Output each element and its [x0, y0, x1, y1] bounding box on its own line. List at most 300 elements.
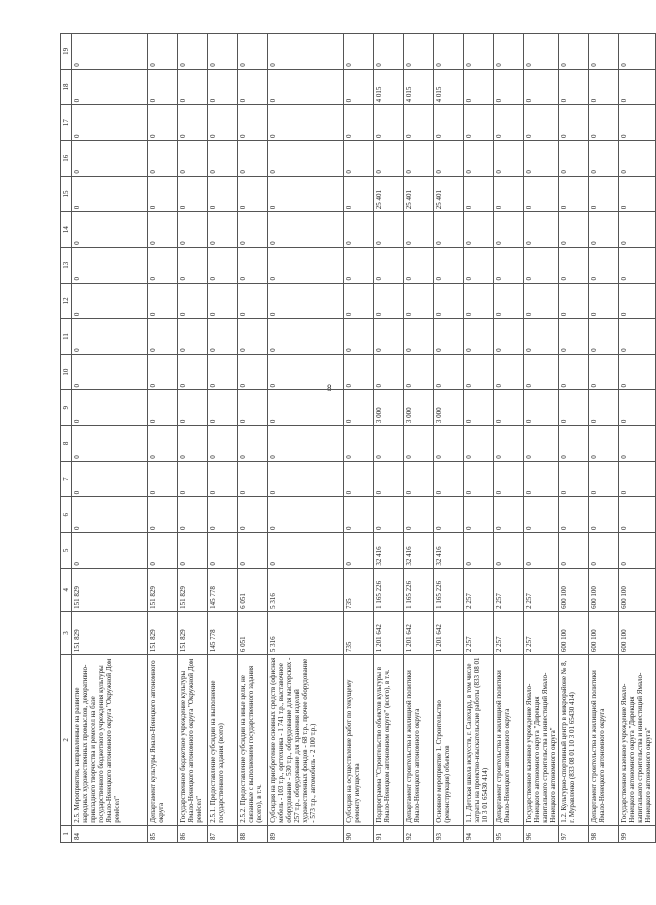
- value-cell: 0: [148, 497, 178, 533]
- value-cell: 0: [589, 461, 619, 497]
- value-cell: 0: [494, 212, 524, 248]
- value-cell: 0: [524, 34, 559, 70]
- value-cell: 0: [559, 390, 589, 426]
- value-cell: 0: [208, 497, 238, 533]
- row-description: 2.5. Мероприятия, направленные на развитие народных художественных промыслов, декоративно-прикладного творчества и ремесел на базе государственного бюджетного учреждения культуры Ямало-Ненецкого автономного округа "Окружной Дом ремёсел": [72, 655, 148, 826]
- row-description: Основное мероприятие 1. Строительство (реконструкция) объектов: [434, 655, 464, 826]
- value-cell: 1 201 642: [404, 611, 434, 654]
- value-cell: 0: [464, 319, 494, 355]
- value-cell: 0: [238, 390, 268, 426]
- value-cell: 0: [494, 176, 524, 212]
- value-cell: 0: [524, 69, 559, 105]
- table-row: [559, 34, 589, 843]
- value-cell: 0: [72, 140, 148, 176]
- value-cell: 0: [494, 354, 524, 390]
- value-cell: 0: [72, 354, 148, 390]
- row-description: Государственное бюджетное учреждение культуры Ямало-Ненецкого автономного округа "Окружной Дом ремёсел": [178, 655, 208, 826]
- value-cell: 0: [619, 354, 656, 390]
- row-description: Департамент строительства и жилищной политики Ямало-Ненецкого автономного округа: [589, 655, 619, 826]
- value-cell: 0: [238, 69, 268, 105]
- value-cell: 0: [208, 34, 238, 70]
- column-number: 17: [61, 105, 72, 141]
- value-cell: 145 778: [208, 611, 238, 654]
- value-cell: 0: [464, 34, 494, 70]
- value-cell: 0: [589, 247, 619, 283]
- value-cell: 25 401: [374, 176, 404, 212]
- value-cell: 0: [178, 105, 208, 141]
- row-description: Государственное казенное учреждение Ямало-Ненецкого автономного округа "Дирекция капитального строительства и инвестиций Ямало-Ненецкого автономного округа": [524, 655, 559, 826]
- value-cell: 0: [434, 461, 464, 497]
- value-cell: 0: [464, 354, 494, 390]
- value-cell: 0: [238, 533, 268, 569]
- value-cell: 0: [72, 247, 148, 283]
- value-cell: 0: [524, 461, 559, 497]
- column-number: 19: [61, 34, 72, 70]
- value-cell: 2 257: [494, 568, 524, 611]
- value-cell: 0: [464, 140, 494, 176]
- value-cell: 0: [589, 69, 619, 105]
- value-cell: 0: [559, 105, 589, 141]
- value-cell: 151 829: [148, 568, 178, 611]
- value-cell: 0: [148, 247, 178, 283]
- value-cell: 0: [524, 426, 559, 462]
- value-cell: 0: [238, 461, 268, 497]
- value-cell: 0: [374, 247, 404, 283]
- column-number: 7: [61, 461, 72, 497]
- table-row: [524, 34, 559, 843]
- row-description: 1.1. Детская школа искусств, г. Салехард, в том числе затраты на проектно-изыскательские работы (833 08 01 10 3 01 65430 414): [464, 655, 494, 826]
- row-number: 87: [208, 825, 238, 842]
- value-cell: 25 401: [404, 176, 434, 212]
- value-cell: 0: [434, 247, 464, 283]
- value-cell: 0: [268, 283, 344, 319]
- value-cell: 0: [434, 34, 464, 70]
- value-cell: 0: [494, 426, 524, 462]
- column-number: 6: [61, 497, 72, 533]
- value-cell: 0: [589, 390, 619, 426]
- value-cell: 600 100: [619, 568, 656, 611]
- row-number: 86: [178, 825, 208, 842]
- column-number: 9: [61, 390, 72, 426]
- value-cell: 0: [589, 426, 619, 462]
- column-number: 5: [61, 533, 72, 569]
- value-cell: 4 015: [374, 69, 404, 105]
- row-number: 89: [268, 825, 344, 842]
- table-row: [208, 34, 238, 843]
- table-row: [344, 34, 374, 843]
- column-number: 3: [61, 611, 72, 654]
- value-cell: 0: [494, 319, 524, 355]
- value-cell: 0: [619, 283, 656, 319]
- value-cell: 0: [72, 426, 148, 462]
- value-cell: 32 416: [374, 533, 404, 569]
- value-cell: 0: [494, 461, 524, 497]
- column-number: 13: [61, 247, 72, 283]
- rotated-table-container: [60, 33, 652, 843]
- value-cell: 0: [344, 461, 374, 497]
- value-cell: 0: [619, 497, 656, 533]
- value-cell: 145 778: [208, 568, 238, 611]
- value-cell: 3 000: [434, 390, 464, 426]
- value-cell: 0: [148, 212, 178, 248]
- value-cell: 0: [559, 283, 589, 319]
- value-cell: 2 257: [524, 611, 559, 654]
- value-cell: 0: [374, 426, 404, 462]
- value-cell: 151 829: [72, 568, 148, 611]
- row-number: 91: [374, 825, 404, 842]
- value-cell: 0: [344, 69, 374, 105]
- row-number: 88: [238, 825, 268, 842]
- value-cell: 0: [238, 319, 268, 355]
- value-cell: 0: [268, 247, 344, 283]
- row-number: 96: [524, 825, 559, 842]
- value-cell: 0: [374, 461, 404, 497]
- row-description: Департамент культуры Ямало-Ненецкого автономного округа: [148, 655, 178, 826]
- value-cell: 0: [619, 533, 656, 569]
- value-cell: 0: [589, 140, 619, 176]
- value-cell: 0: [619, 176, 656, 212]
- value-cell: 0: [72, 69, 148, 105]
- value-cell: 0: [464, 533, 494, 569]
- value-cell: 0: [148, 176, 178, 212]
- value-cell: 0: [434, 140, 464, 176]
- budget-table: [60, 33, 656, 843]
- row-number: 84: [72, 825, 148, 842]
- value-cell: 0: [72, 461, 148, 497]
- value-cell: 0: [619, 212, 656, 248]
- value-cell: 0: [148, 533, 178, 569]
- value-cell: 0: [178, 426, 208, 462]
- value-cell: 0: [494, 533, 524, 569]
- value-cell: 0: [559, 247, 589, 283]
- value-cell: 2 257: [494, 611, 524, 654]
- value-cell: 0: [344, 176, 374, 212]
- column-number: 1: [61, 825, 72, 842]
- value-cell: 0: [434, 354, 464, 390]
- value-cell: 0: [72, 176, 148, 212]
- value-cell: 0: [238, 140, 268, 176]
- column-number: 12: [61, 283, 72, 319]
- value-cell: 151 829: [148, 611, 178, 654]
- value-cell: 0: [524, 247, 559, 283]
- value-cell: 0: [238, 34, 268, 70]
- table-row: [404, 34, 434, 843]
- value-cell: 0: [374, 354, 404, 390]
- value-cell: 0: [344, 247, 374, 283]
- value-cell: 0: [374, 212, 404, 248]
- value-cell: 0: [464, 497, 494, 533]
- row-description: Субсидия на осуществление работ по текущему ремонту имущества: [344, 655, 374, 826]
- value-cell: 151 829: [178, 568, 208, 611]
- value-cell: 0: [72, 105, 148, 141]
- value-cell: 0: [344, 497, 374, 533]
- value-cell: 0: [524, 212, 559, 248]
- value-cell: 0: [524, 176, 559, 212]
- value-cell: 0: [589, 533, 619, 569]
- column-number: 10: [61, 354, 72, 390]
- value-cell: 0: [494, 105, 524, 141]
- value-cell: 0: [619, 319, 656, 355]
- value-cell: 0: [464, 69, 494, 105]
- column-number: 4: [61, 568, 72, 611]
- value-cell: 0: [208, 212, 238, 248]
- value-cell: 0: [619, 69, 656, 105]
- value-cell: 0: [619, 140, 656, 176]
- value-cell: 1 165 226: [434, 568, 464, 611]
- value-cell: 0: [374, 105, 404, 141]
- value-cell: 0: [464, 247, 494, 283]
- value-cell: 0: [589, 283, 619, 319]
- row-description: 2.5.1. Предоставление субсидии на выполнение государственного задания (всего): [208, 655, 238, 826]
- value-cell: 151 829: [178, 611, 208, 654]
- row-description: 2.5.2. Предоставление субсидии на иные цели, не связанные с выполнением государственного задания (всего), в т.ч.: [238, 655, 268, 826]
- value-cell: 0: [148, 390, 178, 426]
- value-cell: 0: [208, 105, 238, 141]
- value-cell: 2 257: [464, 611, 494, 654]
- value-cell: 0: [238, 354, 268, 390]
- column-number: 16: [61, 140, 72, 176]
- value-cell: 0: [148, 354, 178, 390]
- value-cell: 0: [589, 105, 619, 141]
- value-cell: 0: [434, 319, 464, 355]
- value-cell: 600 100: [589, 611, 619, 654]
- value-cell: 0: [72, 212, 148, 248]
- value-cell: 0: [524, 497, 559, 533]
- value-cell: 0: [589, 354, 619, 390]
- value-cell: 4 015: [434, 69, 464, 105]
- value-cell: 0: [404, 354, 434, 390]
- table-row: [148, 34, 178, 843]
- value-cell: 0: [344, 140, 374, 176]
- value-cell: 0: [344, 426, 374, 462]
- value-cell: 0: [344, 105, 374, 141]
- value-cell: 0: [464, 283, 494, 319]
- value-cell: 0: [208, 461, 238, 497]
- table-row: [464, 34, 494, 843]
- value-cell: 0: [524, 283, 559, 319]
- value-cell: 0: [589, 34, 619, 70]
- value-cell: 0: [178, 69, 208, 105]
- value-cell: 0: [268, 34, 344, 70]
- value-cell: 0: [464, 426, 494, 462]
- value-cell: 0: [208, 390, 238, 426]
- value-cell: 600 100: [559, 568, 589, 611]
- value-cell: 0: [374, 497, 404, 533]
- value-cell: 0: [268, 176, 344, 212]
- row-number: 93: [434, 825, 464, 842]
- value-cell: 0: [619, 247, 656, 283]
- value-cell: 0: [589, 319, 619, 355]
- value-cell: 0: [72, 533, 148, 569]
- value-cell: 0: [178, 319, 208, 355]
- table-row: [589, 34, 619, 843]
- value-cell: 5 316: [268, 568, 344, 611]
- value-cell: 0: [619, 426, 656, 462]
- table-row: [619, 34, 656, 843]
- value-cell: 0: [238, 212, 268, 248]
- value-cell: 0: [178, 140, 208, 176]
- value-cell: 0: [434, 497, 464, 533]
- value-cell: 0: [524, 354, 559, 390]
- table-row: [238, 34, 268, 843]
- value-cell: 600 100: [559, 611, 589, 654]
- value-cell: 0: [404, 247, 434, 283]
- value-cell: 0: [268, 319, 344, 355]
- value-cell: 0: [374, 34, 404, 70]
- header-row: [61, 34, 72, 843]
- value-cell: 4 015: [404, 69, 434, 105]
- value-cell: 0: [178, 247, 208, 283]
- value-cell: 1 165 226: [404, 568, 434, 611]
- row-number: 99: [619, 825, 656, 842]
- value-cell: 0: [559, 176, 589, 212]
- value-cell: 0: [238, 105, 268, 141]
- value-cell: 0: [494, 69, 524, 105]
- value-cell: 0: [344, 354, 374, 390]
- row-description: Департамент строительства и жилищной политики Ямало-Ненецкого автономного округа: [404, 655, 434, 826]
- value-cell: 0: [559, 69, 589, 105]
- value-cell: 0: [238, 497, 268, 533]
- row-number: 98: [589, 825, 619, 842]
- value-cell: 3 000: [404, 390, 434, 426]
- value-cell: 5 316: [268, 611, 344, 654]
- value-cell: 0: [619, 390, 656, 426]
- row-number: 85: [148, 825, 178, 842]
- value-cell: 0: [434, 283, 464, 319]
- value-cell: 0: [374, 140, 404, 176]
- value-cell: 0: [178, 461, 208, 497]
- value-cell: 0: [148, 283, 178, 319]
- value-cell: 0: [268, 105, 344, 141]
- value-cell: 0: [178, 34, 208, 70]
- value-cell: 0: [178, 497, 208, 533]
- value-cell: 0: [238, 176, 268, 212]
- value-cell: 0: [464, 212, 494, 248]
- value-cell: 0: [178, 176, 208, 212]
- value-cell: 0: [404, 140, 434, 176]
- value-cell: 0: [559, 34, 589, 70]
- value-cell: 0: [238, 283, 268, 319]
- value-cell: 0: [404, 283, 434, 319]
- row-description: Подпрограмма "Строительство объектов культуры в Ямало-Ненецком автономном округе" (всего), в т.ч.: [374, 655, 404, 826]
- value-cell: 0: [524, 105, 559, 141]
- value-cell: 0: [589, 497, 619, 533]
- value-cell: 0: [464, 176, 494, 212]
- value-cell: 32 416: [434, 533, 464, 569]
- page-number: 8: [327, 383, 332, 393]
- value-cell: 0: [344, 319, 374, 355]
- value-cell: 0: [434, 212, 464, 248]
- value-cell: 2 257: [524, 568, 559, 611]
- row-number: 95: [494, 825, 524, 842]
- value-cell: 0: [559, 533, 589, 569]
- value-cell: 0: [524, 390, 559, 426]
- value-cell: 0: [559, 497, 589, 533]
- value-cell: 0: [72, 34, 148, 70]
- value-cell: 0: [434, 105, 464, 141]
- value-cell: 0: [344, 34, 374, 70]
- value-cell: 0: [268, 461, 344, 497]
- column-number: 11: [61, 319, 72, 355]
- column-number: 2: [61, 655, 72, 826]
- value-cell: 0: [464, 390, 494, 426]
- value-cell: 0: [404, 105, 434, 141]
- row-number: 97: [559, 825, 589, 842]
- column-number: 18: [61, 69, 72, 105]
- row-number: 90: [344, 825, 374, 842]
- value-cell: 0: [72, 319, 148, 355]
- value-cell: 0: [148, 461, 178, 497]
- value-cell: 0: [559, 212, 589, 248]
- table-row: [72, 34, 148, 843]
- value-cell: 0: [148, 69, 178, 105]
- value-cell: 6 051: [238, 568, 268, 611]
- value-cell: 0: [148, 140, 178, 176]
- row-number: 92: [404, 825, 434, 842]
- row-description: Департамент строительства и жилищной политики Ямало-Ненецкого автономного округа: [494, 655, 524, 826]
- value-cell: 3 000: [374, 390, 404, 426]
- value-cell: 0: [589, 176, 619, 212]
- value-cell: 0: [494, 497, 524, 533]
- value-cell: 0: [72, 283, 148, 319]
- value-cell: 0: [464, 105, 494, 141]
- value-cell: 0: [178, 212, 208, 248]
- value-cell: 0: [524, 533, 559, 569]
- row-description: Государственное казенное учреждение Ямало-Ненецкого автономного округа "Дирекция капитального строительства и инвестиций Ямало-Ненецкого автономного округа": [619, 655, 656, 826]
- value-cell: 735: [344, 611, 374, 654]
- value-cell: 0: [494, 390, 524, 426]
- value-cell: 0: [208, 319, 238, 355]
- table-row: [374, 34, 404, 843]
- row-number: 94: [464, 825, 494, 842]
- column-number: 15: [61, 176, 72, 212]
- value-cell: 0: [559, 426, 589, 462]
- value-cell: 0: [589, 212, 619, 248]
- value-cell: 1 201 642: [434, 611, 464, 654]
- value-cell: 0: [238, 247, 268, 283]
- value-cell: 0: [208, 354, 238, 390]
- value-cell: 151 829: [72, 611, 148, 654]
- value-cell: 0: [374, 319, 404, 355]
- row-description: Субсидия на приобретение основных средств (офисная мебель - 103 т.р., оргтехника - 1 741 т.р., выставочное оборудование - 530 т.р., оборудование для мастерских - 257 т.р., оборудование для хранения изделий художественных фондов - 68 т.р., прочее оборудование - 573 т.р., автомобиль - 2 100 т.р.): [268, 655, 344, 826]
- value-cell: 0: [494, 283, 524, 319]
- value-cell: 0: [208, 247, 238, 283]
- value-cell: 0: [374, 283, 404, 319]
- value-cell: 0: [72, 497, 148, 533]
- value-cell: 0: [619, 34, 656, 70]
- value-cell: 0: [559, 354, 589, 390]
- value-cell: 0: [268, 212, 344, 248]
- value-cell: 0: [178, 283, 208, 319]
- value-cell: 32 416: [404, 533, 434, 569]
- value-cell: 2 257: [464, 568, 494, 611]
- value-cell: 0: [178, 390, 208, 426]
- value-cell: 0: [344, 283, 374, 319]
- value-cell: 1 201 642: [374, 611, 404, 654]
- table-row: [494, 34, 524, 843]
- value-cell: 0: [148, 105, 178, 141]
- value-cell: 0: [404, 461, 434, 497]
- value-cell: 0: [404, 497, 434, 533]
- value-cell: 0: [268, 426, 344, 462]
- value-cell: 0: [268, 69, 344, 105]
- value-cell: 0: [72, 390, 148, 426]
- value-cell: 0: [208, 140, 238, 176]
- value-cell: 0: [344, 212, 374, 248]
- value-cell: 25 401: [434, 176, 464, 212]
- value-cell: 0: [524, 319, 559, 355]
- value-cell: 1 165 226: [374, 568, 404, 611]
